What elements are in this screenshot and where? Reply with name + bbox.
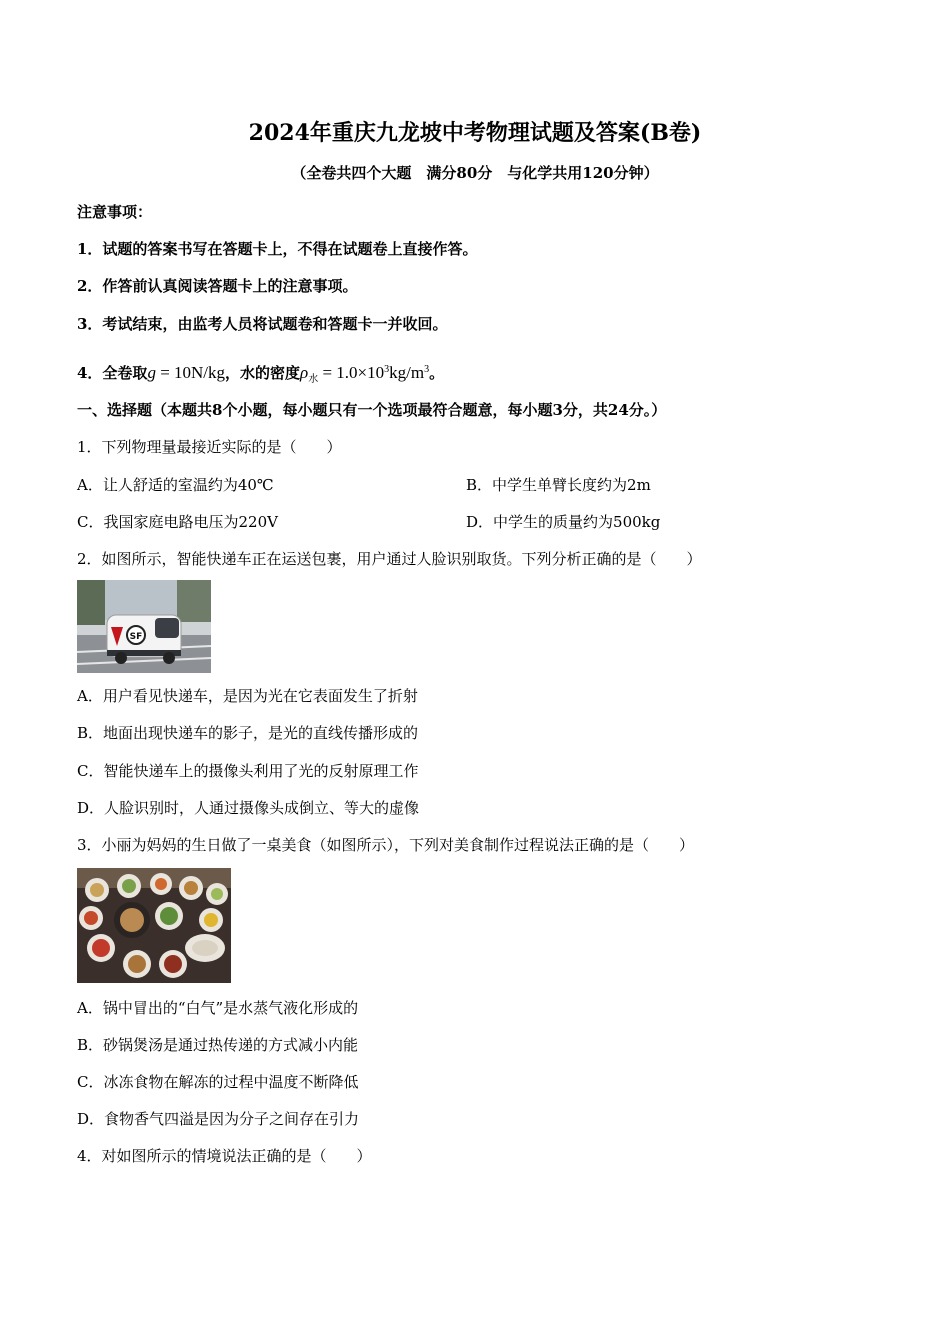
density-subscript: 水 — [308, 374, 319, 385]
question-1-option-d: D．中学生的质量约为500kg — [466, 513, 661, 531]
page-title: 2024年重庆九龙坡中考物理试题及答案(B卷) — [248, 120, 702, 146]
density-unit: kg/m — [389, 363, 425, 382]
question-4-stem: 4．对如图所示的情境说法正确的是（ ） — [77, 1147, 372, 1165]
question-3-option-b: B．砂锅煲汤是通过热传递的方式减小内能 — [77, 1036, 359, 1054]
question-2-option-b: B．地面出现快递车的影子，是光的直线传播形成的 — [77, 724, 419, 742]
question-3-stem: 3．小丽为妈妈的生日做了一桌美食（如图所示），下列对美食制作过程说法正确的是（ ） — [77, 836, 695, 854]
density-symbol: ρ — [300, 363, 309, 382]
density-exponent: 3 — [384, 364, 390, 375]
question-1-option-a: A．让人舒适的室温约为40℃ — [77, 476, 274, 494]
gravity-value: = 10N/kg — [155, 363, 226, 382]
notice-item-4-end: 。 — [429, 364, 445, 382]
notice-item-1: 1．试题的答案书写在答题卡上，不得在试题卷上直接作答。 — [77, 240, 478, 258]
question-2-option-c: C．智能快递车上的摄像头利用了光的反射原理工作 — [77, 762, 419, 780]
notice-item-2: 2．作答前认真阅读答题卡上的注意事项。 — [77, 277, 358, 295]
notice-item-3: 3．考试结束，由监考人员将试题卷和答题卡一并收回。 — [77, 315, 448, 333]
notice-heading: 注意事项： — [77, 203, 153, 221]
question-1-stem: 1．下列物理量最接近实际的是（ ） — [77, 438, 342, 456]
question-3-option-d: D．食物香气四溢是因为分子之间存在引力 — [77, 1110, 360, 1128]
food-table-illustration — [77, 868, 231, 983]
page-subtitle: （全卷共四个大题 满分80分 与化学共用120分钟） — [291, 164, 659, 182]
notice-item-4 — [77, 360, 444, 390]
section-1-heading: 一、选择题（本题共8个小题，每小题只有一个选项最符合题意，每小题3分，共24分。） — [77, 401, 667, 419]
question-1-option-b: B．中学生单臂长度约为2m — [466, 476, 651, 494]
notice-item-4-mid: ，水的密度 — [225, 364, 301, 382]
delivery-vehicle-illustration — [77, 580, 211, 673]
density-value: = 1.0×10 — [318, 363, 385, 382]
question-2-stem: 2．如图所示，智能快递车正在运送包裹，用户通过人脸识别取货。下列分析正确的是（ ） — [77, 550, 702, 568]
question-1-option-c: C．我国家庭电路电压为220V — [77, 513, 278, 531]
question-2-option-d: D．人脸识别时，人通过摄像头成倒立、等大的虚像 — [77, 799, 420, 817]
birthday-food-photo — [77, 868, 231, 983]
question-3-option-a: A．锅中冒出的“白气”是水蒸气液化形成的 — [77, 999, 359, 1017]
question-3-option-c: C．冰冻食物在解冻的过程中温度不断降低 — [77, 1073, 359, 1091]
question-2-option-a: A．用户看见快递车，是因为光在它表面发生了折射 — [77, 687, 418, 705]
sf-logo-text: SF — [129, 632, 143, 642]
gravity-symbol: g — [147, 363, 156, 382]
notice-item-4-prefix: 4．全卷取 — [77, 364, 148, 382]
density-unit-exponent: 3 — [424, 364, 430, 375]
delivery-vehicle-photo — [77, 580, 211, 673]
